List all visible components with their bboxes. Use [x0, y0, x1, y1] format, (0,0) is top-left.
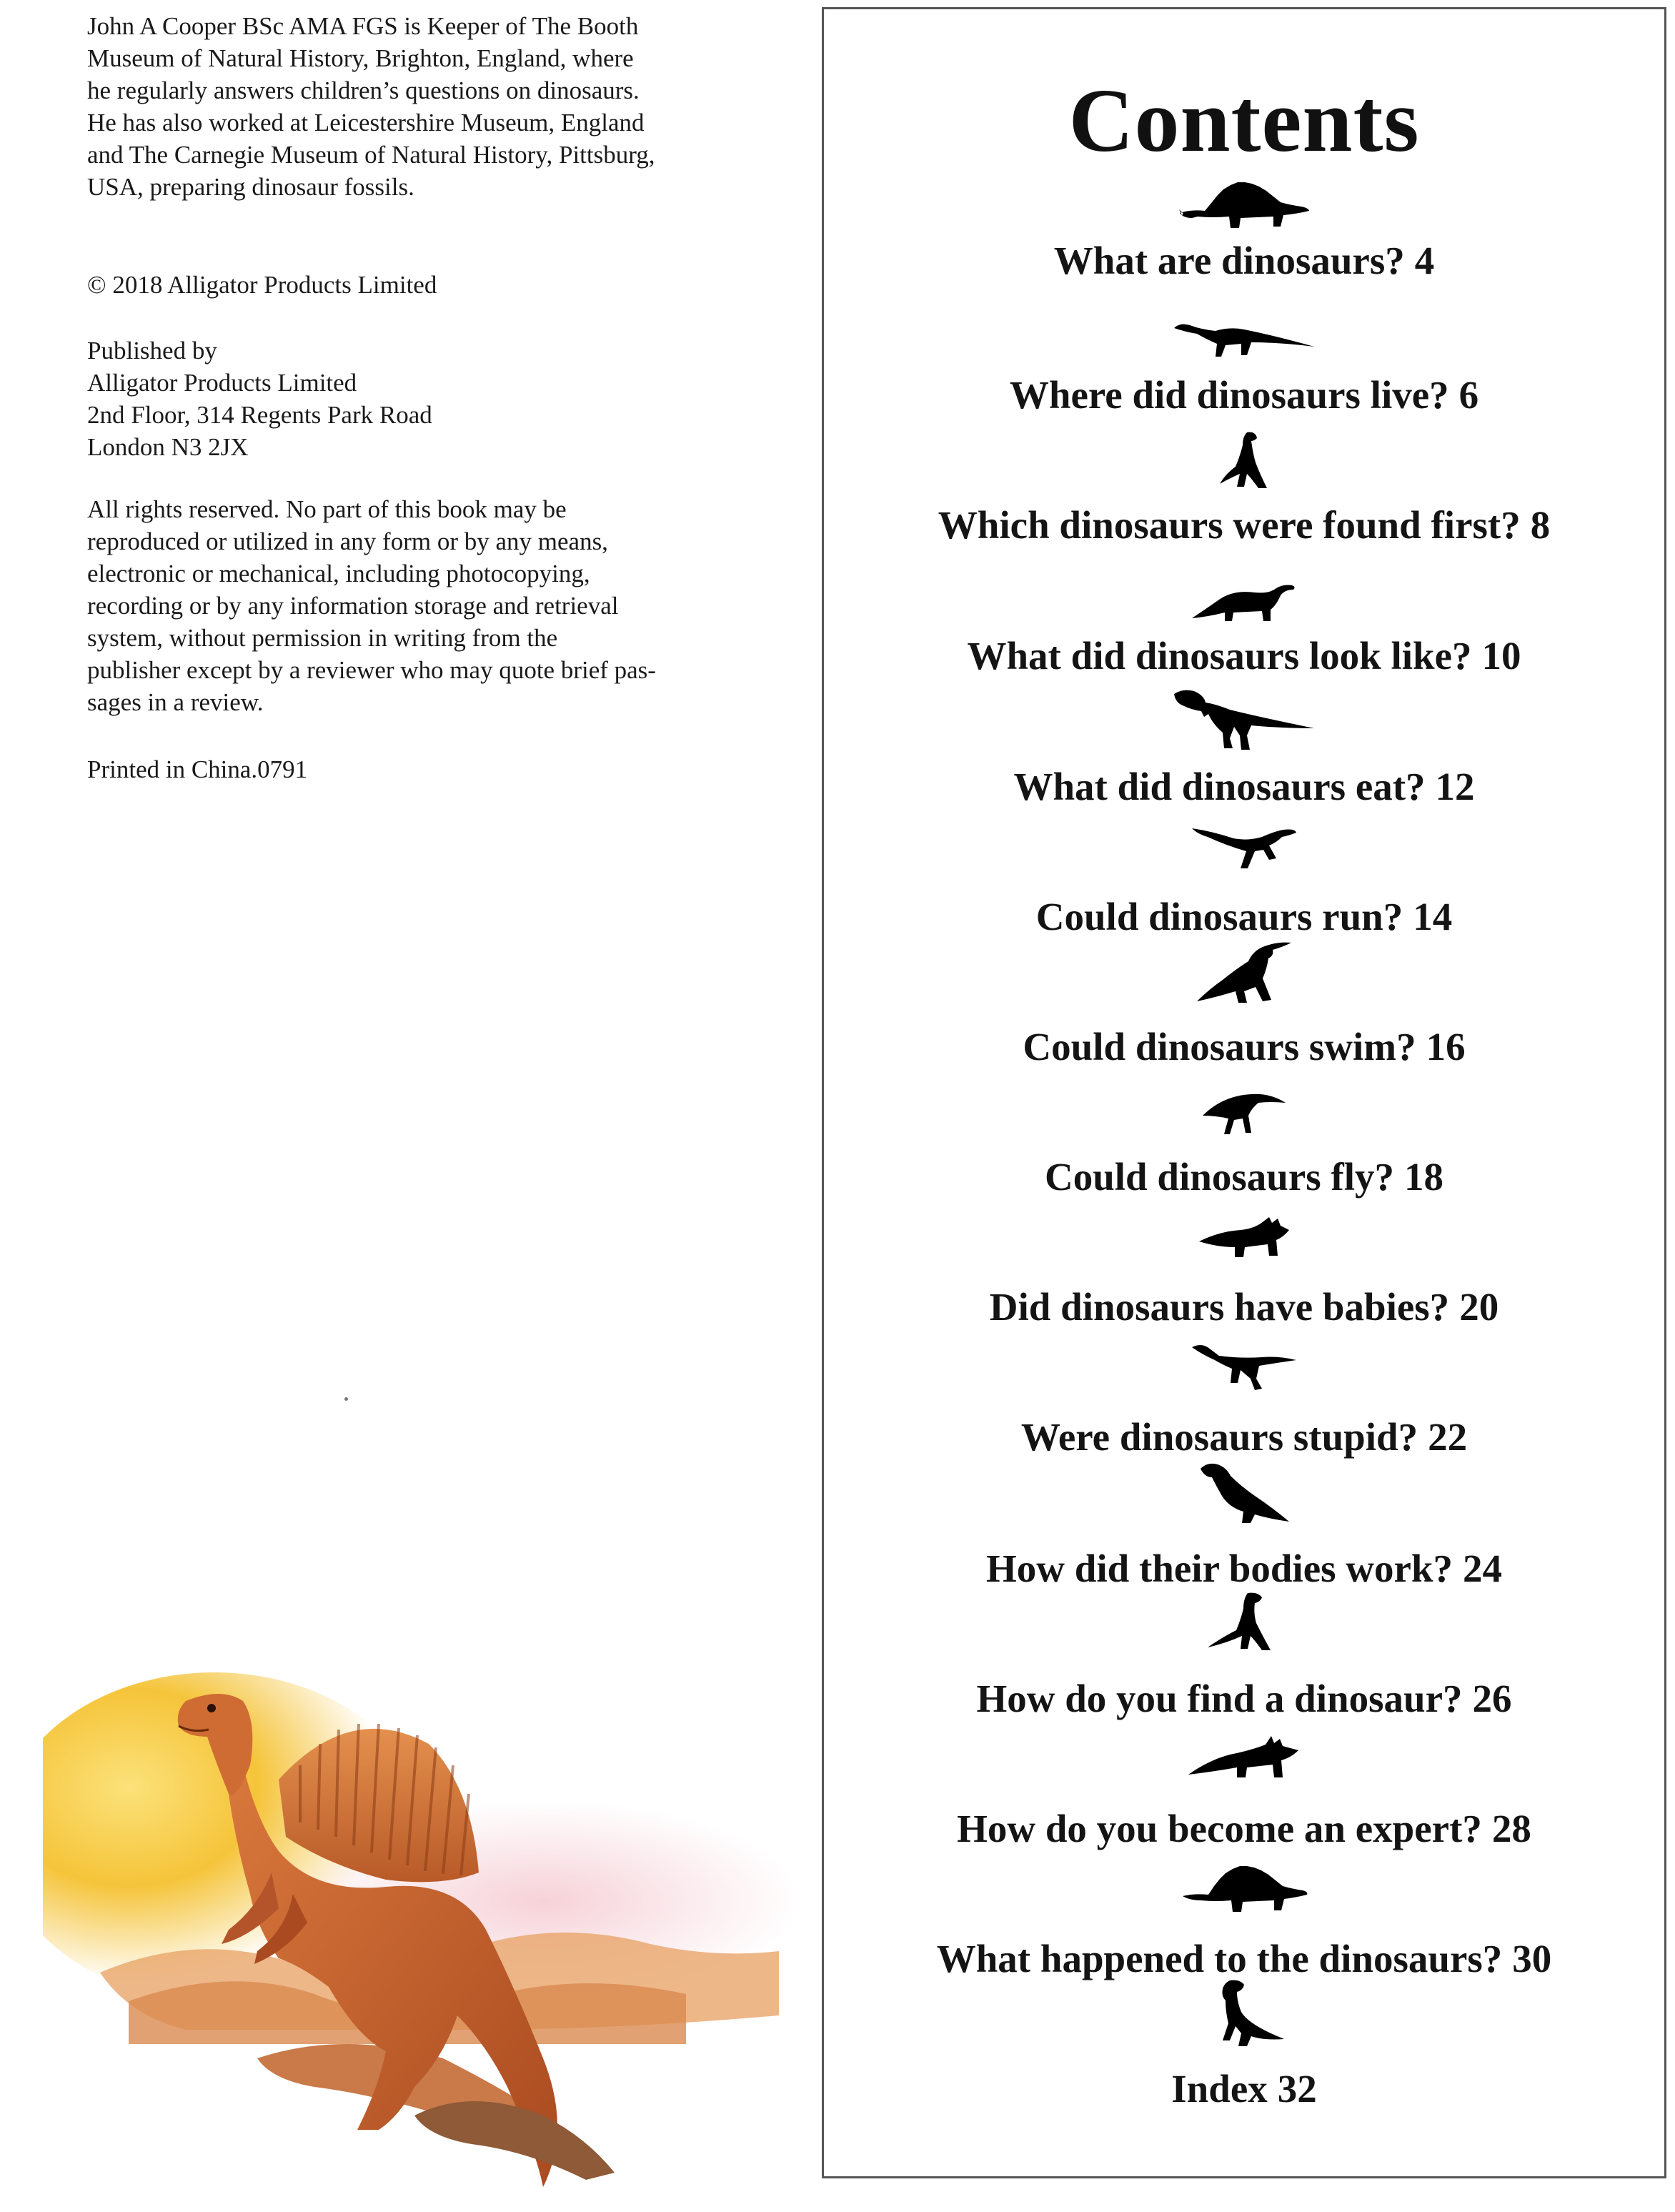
- toc-entry[interactable]: [824, 2066, 1664, 2112]
- toc-entry-label: What are dinosaurs?: [1053, 239, 1405, 282]
- printed-in: [87, 753, 307, 785]
- toc-entry-page: 22: [1428, 1415, 1468, 1459]
- publisher-line: London N3 2JX: [87, 433, 249, 461]
- toc-entry-label: Where did dinosaurs live?: [1009, 373, 1449, 417]
- print-speck: [344, 1397, 348, 1401]
- rights-line: publisher except by a reviewer who may quote brief pas-: [87, 656, 656, 684]
- iguanodon-icon: [1216, 431, 1273, 492]
- bio-line: and The Carnegie Museum of Natural History, Pittsburg,: [87, 141, 655, 169]
- upright-dinosaur-icon: [1201, 1979, 1287, 2048]
- triceratops-icon: [1198, 1216, 1291, 1259]
- toc-entry[interactable]: [824, 238, 1664, 284]
- publisher-line: Published by: [87, 337, 217, 364]
- toc-entry-page: 4: [1414, 239, 1435, 282]
- toc-entry[interactable]: [824, 633, 1664, 679]
- ceratopsian-icon: [1187, 1735, 1301, 1780]
- toc-entry-page: 28: [1491, 1807, 1531, 1850]
- ouranosaurus-illustration: [43, 1658, 793, 2208]
- toc-entry-page: 18: [1404, 1155, 1444, 1199]
- toc-entry-label: What happened to the dinosaurs?: [936, 1937, 1503, 1980]
- toc-entry-page: 16: [1426, 1025, 1466, 1068]
- raptor-icon: [1191, 821, 1298, 871]
- toc-entry[interactable]: [824, 1284, 1664, 1330]
- dinosaur-illustration-icon: [43, 1658, 793, 2208]
- toc-entry-page: 10: [1481, 634, 1521, 678]
- toc-entry-label: How did their bodies work?: [986, 1547, 1453, 1590]
- toc-entry[interactable]: [824, 1806, 1664, 1852]
- bio-line: USA, preparing dinosaur fossils.: [87, 173, 414, 201]
- rights-line: sages in a review.: [87, 688, 264, 716]
- author-bio: [87, 10, 655, 203]
- rights-line: recording or by any information storage and retrieval: [87, 592, 619, 620]
- tyrannosaurus-icon: [1173, 688, 1316, 753]
- rights-line: All rights reserved. No part of this book may be: [87, 495, 567, 523]
- theropod-icon: [1191, 1343, 1298, 1393]
- toc-entry[interactable]: [824, 1414, 1664, 1460]
- stegosaurus-icon: [1176, 174, 1312, 231]
- bio-line: he regularly answers children’s questions on dinosaurs.: [87, 76, 640, 104]
- toc-entry[interactable]: [824, 1154, 1664, 1200]
- copyright-notice: [87, 269, 437, 301]
- toc-entry-page: 30: [1512, 1937, 1552, 1980]
- toc-entry-page: 12: [1435, 765, 1475, 808]
- toc-entry-page: 14: [1413, 895, 1453, 938]
- rights-line: electronic or mechanical, including photocopying,: [87, 560, 590, 587]
- toc-entry-page: 26: [1472, 1677, 1512, 1720]
- toc-entry-page: 20: [1459, 1285, 1499, 1329]
- toc-entry[interactable]: [824, 372, 1664, 418]
- bio-line: He has also worked at Leicestershire Museum, England: [87, 109, 645, 137]
- rights-line: system, without permission in writing from the: [87, 624, 558, 652]
- bio-line: John A Cooper BSc AMA FGS is Keeper of The Booth: [87, 12, 639, 40]
- publisher-address: [87, 334, 432, 463]
- toc-entry[interactable]: [824, 1676, 1664, 1722]
- toc-entry-label: How do you become an expert?: [957, 1807, 1482, 1850]
- allosaurus-icon: [1205, 1592, 1283, 1653]
- rights-statement: [87, 493, 656, 718]
- toc-entry-label: Could dinosaurs swim?: [1023, 1025, 1416, 1068]
- contents-panel: [822, 7, 1666, 2178]
- toc-entry-label: Could dinosaurs run?: [1035, 895, 1403, 938]
- small-sauropod-icon: [1191, 581, 1298, 624]
- bio-line: Museum of Natural History, Brighton, England, where: [87, 44, 634, 72]
- toc-entry[interactable]: [824, 1024, 1664, 1070]
- parasaurolophus-icon: [1194, 940, 1294, 1004]
- sauropod-icon: [1173, 317, 1316, 359]
- publisher-line: Alligator Products Limited: [87, 369, 357, 397]
- rights-line: reproduced or utilized in any form or by any means,: [87, 527, 608, 555]
- publisher-line: 2nd Floor, 314 Regents Park Road: [87, 401, 432, 429]
- toc-entry-page: 6: [1458, 373, 1479, 417]
- toc-entry-page: 24: [1462, 1547, 1502, 1590]
- printed-line: Printed in China.0791: [87, 755, 308, 783]
- toc-entry[interactable]: [824, 502, 1664, 548]
- toc-entry-label: Were dinosaurs stupid?: [1020, 1415, 1418, 1459]
- toc-entry-label: Index: [1171, 2067, 1268, 2111]
- toc-entry[interactable]: [824, 764, 1664, 810]
- toc-entry-label: What did dinosaurs eat?: [1013, 765, 1426, 808]
- toc-entry-label: Which dinosaurs were found first?: [938, 503, 1521, 547]
- toc-entry-page: 8: [1530, 503, 1551, 547]
- toc-entry[interactable]: [824, 1546, 1664, 1592]
- stegosaurus-icon: [1180, 1859, 1308, 1913]
- toc-entry-label: Could dinosaurs fly?: [1044, 1155, 1395, 1199]
- pterosaur-icon: [1201, 1087, 1287, 1137]
- toc-entry-label: Did dinosaurs have babies?: [989, 1285, 1450, 1329]
- toc-entry-label: How do you find a dinosaur?: [976, 1677, 1463, 1720]
- toc-entry-page: 32: [1277, 2067, 1317, 2111]
- hadrosaur-icon: [1198, 1460, 1291, 1524]
- copyright-line: © 2018 Alligator Products Limited: [87, 271, 437, 299]
- contents-title: Contents: [1068, 71, 1420, 171]
- toc-entry-label: What did dinosaurs look like?: [967, 634, 1472, 678]
- toc-entry[interactable]: [824, 1936, 1664, 1982]
- toc-entry[interactable]: [824, 894, 1664, 940]
